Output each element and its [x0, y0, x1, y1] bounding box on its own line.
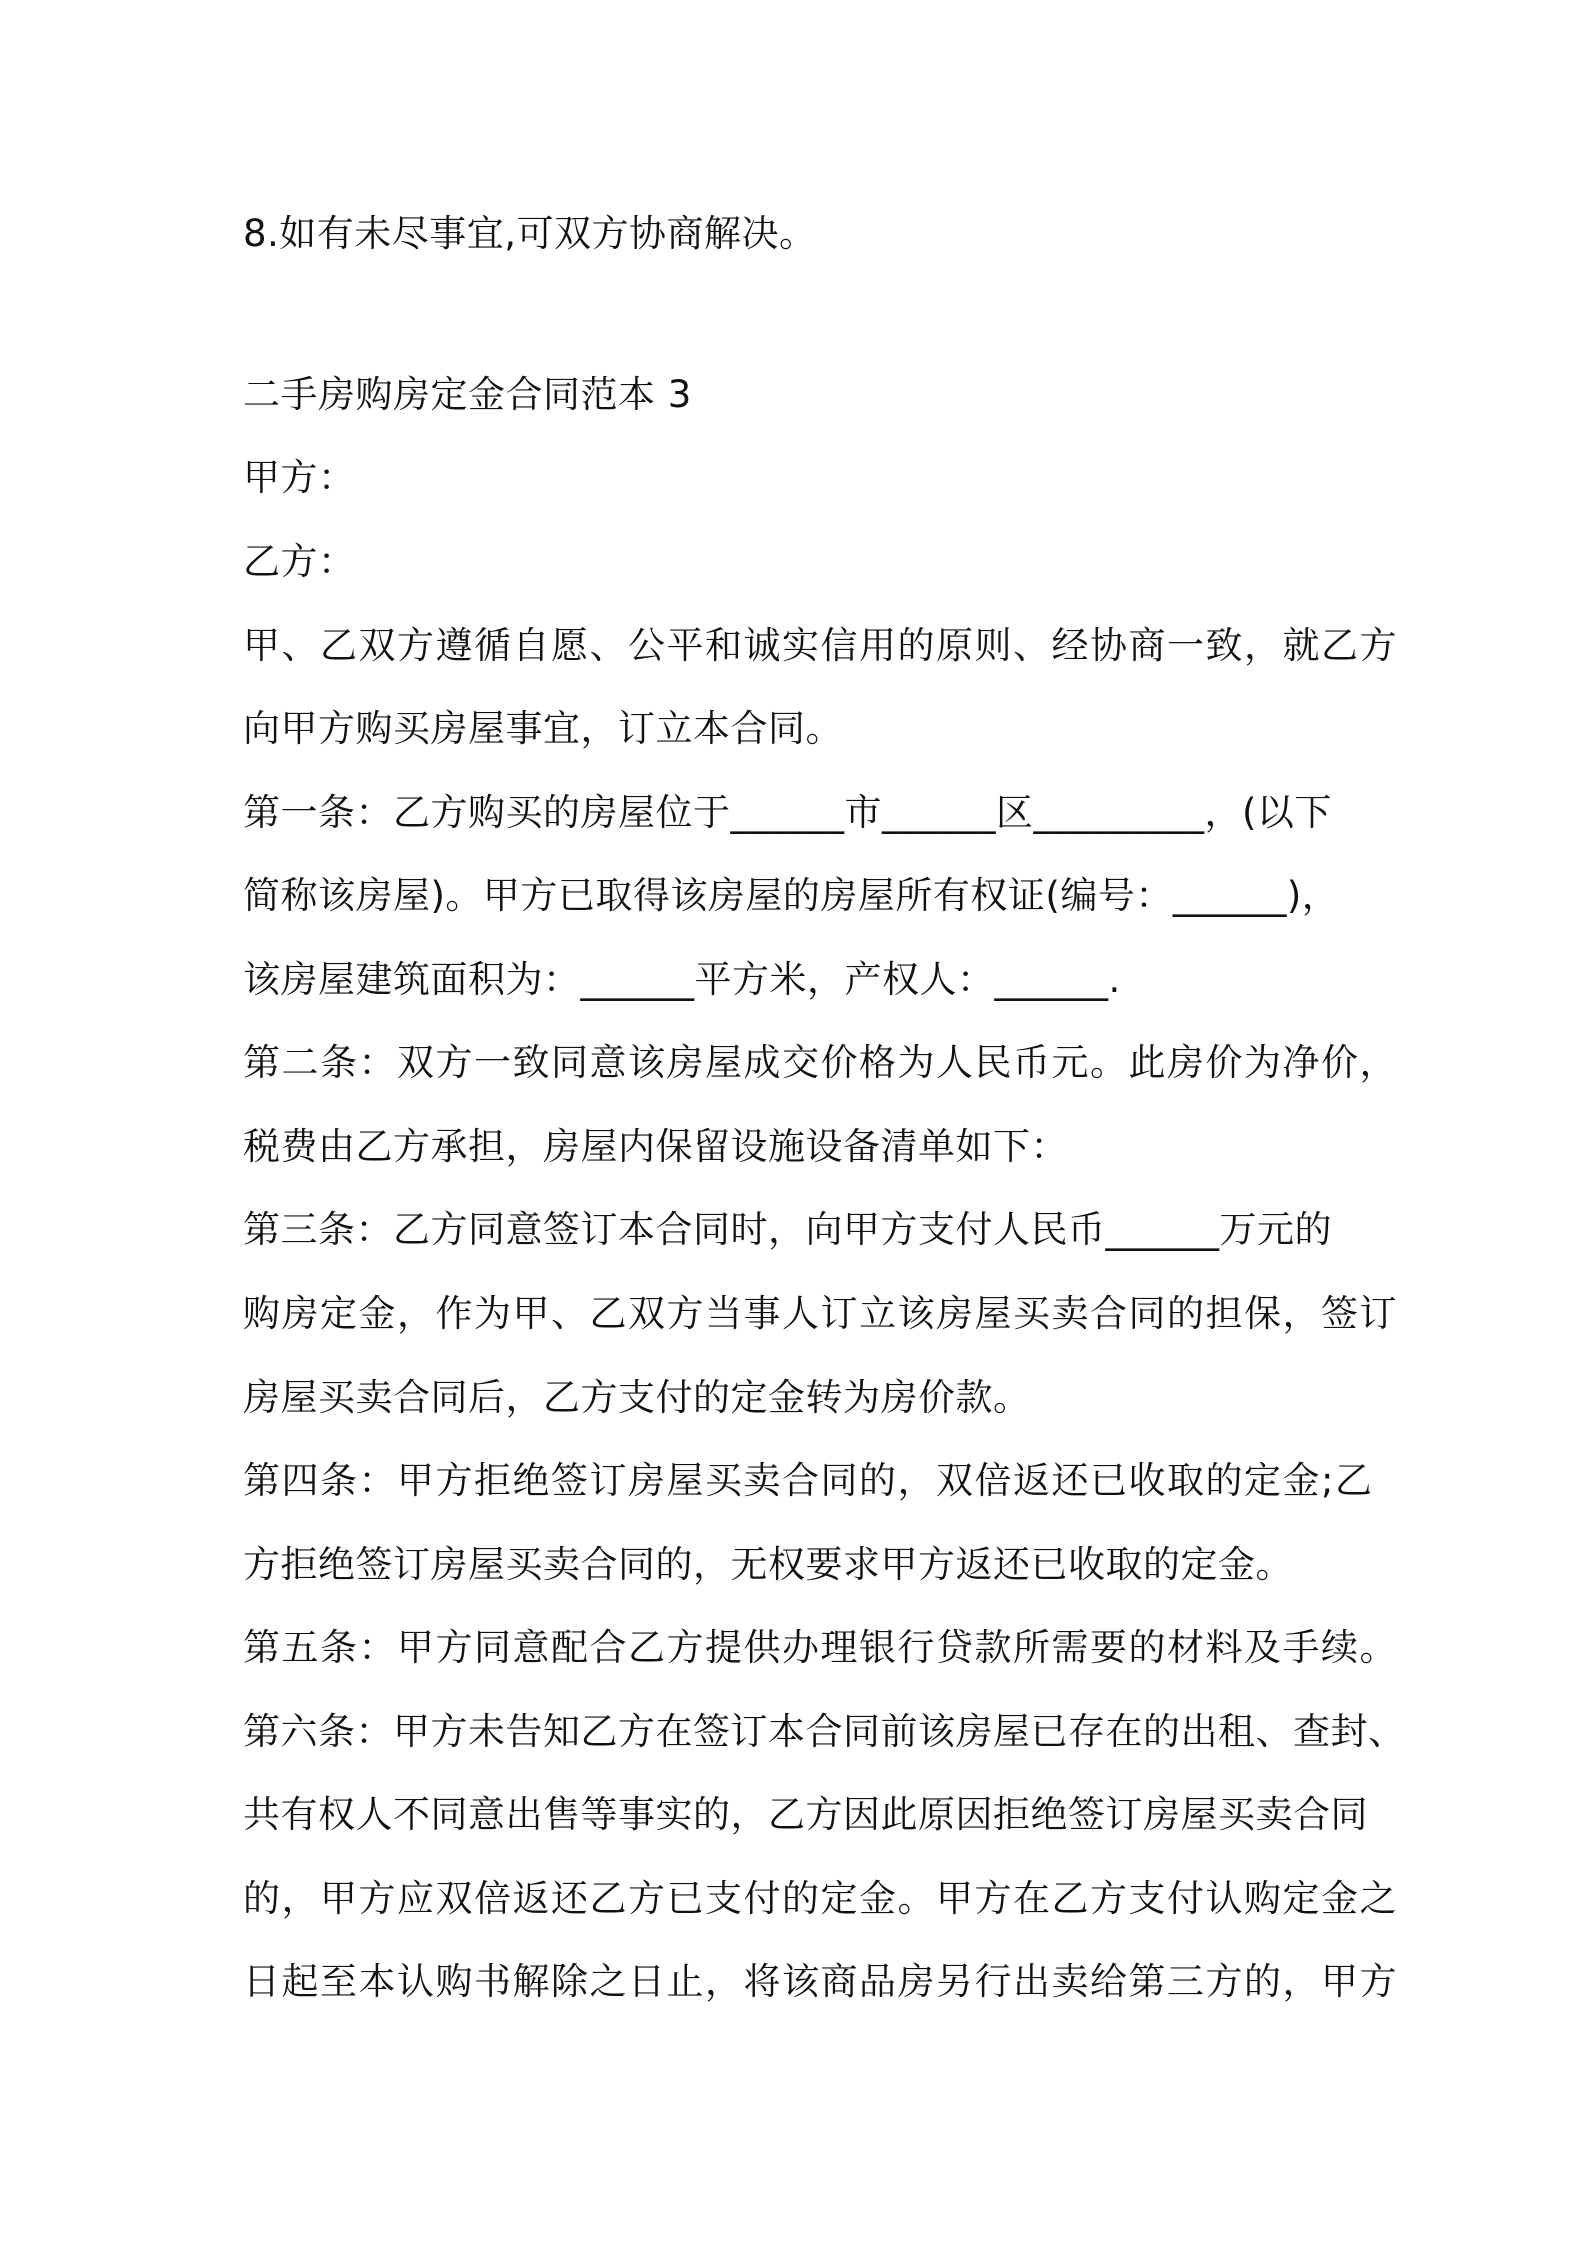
article-6-line-2: 共有权人不同意出售等事实的，乙方因此原因拒绝签订房屋买卖合同	[243, 1793, 1368, 1836]
article-3-line-3: 房屋买卖合同后，乙方支付的定金转为房价款。	[243, 1376, 1031, 1419]
article-4-line-1: 第四条：甲方拒绝签订房屋买卖合同的，双倍返还已收取的定金;乙	[243, 1459, 1374, 1502]
article-6-line-3: 的，甲方应双倍返还乙方已支付的定金。甲方在乙方支付认购定金之	[243, 1877, 1398, 1920]
article-1-line-3: 该房屋建筑面积为：______平方米，产权人：______.	[243, 958, 1121, 1001]
preamble-line-1: 甲、乙双方遵循自愿、公平和诚实信用的原则、经协商一致，就乙方	[243, 624, 1398, 667]
contract-title: 二手房购房定金合同范本 3	[243, 373, 692, 416]
article-1-line-1: 第一条：乙方购买的房屋位于______市______区_________，(以下	[243, 791, 1332, 834]
article-3-line-2: 购房定金，作为甲、乙双方当事人订立该房屋买卖合同的担保，签订	[243, 1292, 1398, 1335]
article-6-line-1: 第六条：甲方未告知乙方在签订本合同前该房屋已存在的出租、查封、	[243, 1710, 1406, 1753]
article-2-line-2: 税费由乙方承担，房屋内保留设施设备清单如下：	[243, 1125, 1068, 1168]
article-2-line-1: 第二条：双方一致同意该房屋成交价格为人民币元。此房价为净价，	[243, 1041, 1398, 1084]
article-5-text: 第五条：甲方同意配合乙方提供办理银行贷款所需要的材料及手续。	[243, 1626, 1398, 1669]
preamble-line-2: 向甲方购买房屋事宜，订立本合同。	[243, 707, 843, 750]
party-a-label: 甲方：	[243, 456, 356, 499]
article-1-line-2: 简称该房屋)。甲方已取得该房屋的房屋所有权证(编号：______)，	[243, 874, 1340, 917]
clause-8-text: 8.如有未尽事宜,可双方协商解决。	[243, 212, 817, 255]
article-4-line-2: 方拒绝签订房屋买卖合同的，无权要求甲方返还已收取的定金。	[243, 1543, 1293, 1586]
party-b-label: 乙方：	[243, 540, 356, 583]
article-3-line-1: 第三条：乙方同意签订本合同时，向甲方支付人民币______万元的	[243, 1208, 1332, 1251]
article-6-line-4: 日起至本认购书解除之日止，将该商品房另行出卖给第三方的，甲方	[243, 1960, 1398, 2003]
